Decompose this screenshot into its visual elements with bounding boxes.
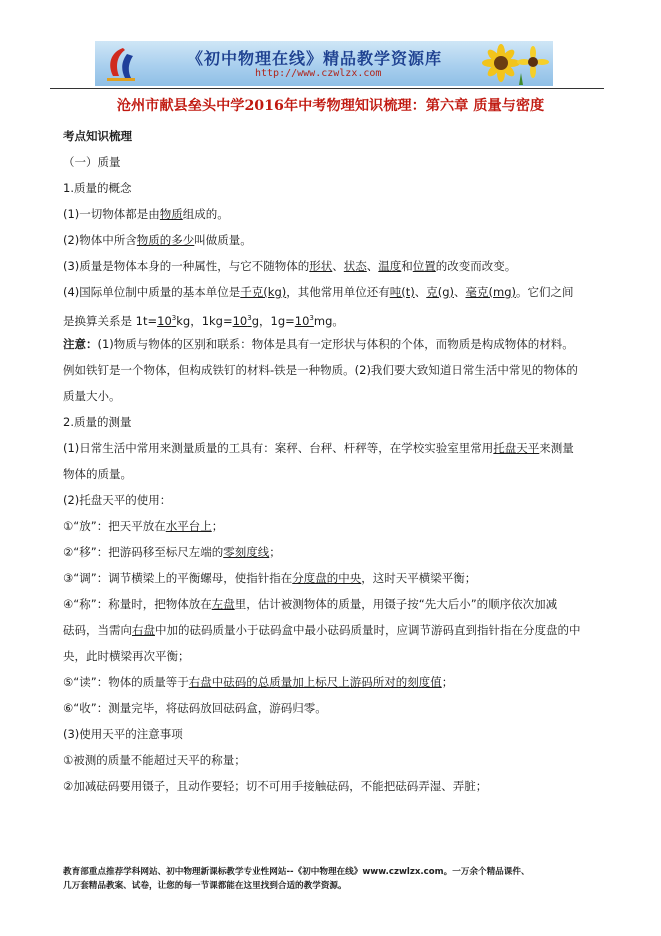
paragraph-line: (2)托盘天平的使用： bbox=[63, 493, 172, 507]
paragraph-line: 物体的质量。 bbox=[63, 467, 132, 481]
paragraph-line: (3)质量是物体本身的一种属性，与它不随物体的形状、状态、温度和位置的改变而改变。 bbox=[63, 259, 517, 273]
note-label: 注意： bbox=[63, 337, 98, 351]
header-rule bbox=[50, 88, 604, 89]
paragraph-line: 例如铁钉是一个物体，但构成铁钉的材料-铁是一种物质。(2)我们要大致知道日常生活中常见的物体的 bbox=[63, 363, 578, 377]
underlined-answer: 分度盘的中央 bbox=[292, 571, 362, 585]
paragraph-line: 1.质量的概念 bbox=[63, 181, 132, 195]
paragraph-line: ①“放”：把天平放在水平台上； bbox=[63, 519, 224, 533]
paragraph-line: 质量大小。 bbox=[63, 389, 121, 403]
paragraph-line: ③“调”：调节横梁上的平衡螺母，使指针指在分度盘的中央，这时天平横梁平衡； bbox=[63, 571, 477, 585]
footer-line: 几万套精品教案、试卷，让您的每一节课都能在这里找到合适的教学资源。 bbox=[63, 881, 347, 891]
underlined-answer: 千克(kg) bbox=[240, 285, 287, 299]
document-title: 沧州市献县垒头中学2016年中考物理知识梳理：第六章 质量与密度 bbox=[116, 98, 545, 114]
underlined-answer: 零刻度线 bbox=[223, 545, 270, 559]
paragraph-line: ④“称”：称量时，把物体放在左盘里，估计被测物体的质量，用镊子按“先大后小”的顺序依次加减 bbox=[63, 597, 558, 611]
paragraph-line: ②加减砝码要用镊子，且动作要轻；切不可用手接触砝码，不能把砝码弄湿、弄脏； bbox=[63, 779, 488, 793]
paragraph-line: 央，此时横梁再次平衡； bbox=[63, 649, 190, 663]
underlined-answer: 毫克(mg) bbox=[465, 285, 516, 299]
section-heading: 考点知识梳理 bbox=[63, 129, 132, 143]
paragraph-line: (4)国际单位制中质量的基本单位是千克(kg)，其他常用单位还有吨(t)、克(g)、毫克(mg)。它们之间 bbox=[63, 285, 574, 299]
underlined-answer: 物质 bbox=[159, 207, 183, 221]
paragraph-line: ⑤“读”：物体的质量等于右盘中砝码的总质量加上标尺上游码所对的刻度值； bbox=[63, 675, 454, 689]
paragraph-line: 注意：(1)物质与物体的区别和联系：物体是具有一定形状与体积的个体，而物质是构成物体的材料。 bbox=[63, 337, 574, 351]
underlined-answer: 状态 bbox=[343, 259, 367, 273]
banner-url: http://www.czwlzx.com bbox=[255, 68, 382, 79]
paragraph-line: ⑥“收”：测量完毕，将砝码放回砝码盒，游码归零。 bbox=[63, 701, 327, 715]
paragraph-line: (2)物体中所含物质的多少叫做质量。 bbox=[63, 233, 252, 247]
underlined-answer: 吨(t) bbox=[389, 285, 415, 299]
site-logo-icon bbox=[101, 44, 141, 84]
underlined-answer: $10^3$ bbox=[232, 313, 252, 328]
paragraph-line: (1)一切物体都是由物质组成的。 bbox=[63, 207, 229, 221]
paragraph-line: (1)日常生活中常用来测量质量的工具有：案秤、台秤、杆秤等，在学校实验室里常用托盘天平来测量 bbox=[63, 441, 574, 455]
underlined-answer: 物质的多少 bbox=[136, 233, 195, 247]
underlined-answer: 左盘 bbox=[211, 597, 235, 611]
underlined-answer: 克(g) bbox=[426, 285, 454, 299]
underlined-answer: 位置 bbox=[412, 259, 436, 273]
paragraph-line: （一）质量 bbox=[63, 155, 121, 169]
paragraph-line: (3)使用天平的注意事项 bbox=[63, 727, 183, 741]
footer-line: 教育部重点推荐学科网站、初中物理新课标教学专业性网站--《初中物理在线》www.czwlzx.com。一万余个精品课件、 bbox=[63, 867, 530, 877]
underlined-answer: $10^3$ bbox=[294, 313, 314, 328]
header-banner bbox=[95, 41, 553, 86]
paragraph-line: 砝码，当需向右盘中加的砝码质量小于砝码盒中最小砝码质量时，应调节游码直到指针指在分度盘的中 bbox=[63, 623, 581, 637]
paragraph-line: 是换算关系是 $1t=10^3kg$，$1kg=10^3g$，$1g=10^3mg$。 bbox=[63, 313, 344, 328]
underlined-answer: 右盘中砝码的总质量加上标尺上游码所对的刻度值 bbox=[188, 675, 442, 689]
underlined-answer: 形状 bbox=[309, 259, 333, 273]
paragraph-line: ②“移”：把游码移至标尺左端的零刻度线； bbox=[63, 545, 281, 559]
sunflower-icon bbox=[479, 43, 549, 85]
banner-title: 《初中物理在线》精品教学资源库 bbox=[187, 49, 443, 68]
paragraph-line: 2.质量的测量 bbox=[63, 415, 132, 429]
underlined-answer: 水平台上 bbox=[165, 519, 212, 533]
underlined-answer: 右盘 bbox=[132, 623, 155, 637]
underlined-answer: 托盘天平 bbox=[493, 441, 540, 455]
underlined-answer: 温度 bbox=[378, 259, 402, 273]
paragraph-line: ①被测的质量不能超过天平的称量； bbox=[63, 753, 246, 767]
underlined-answer: $10^3$ bbox=[157, 313, 177, 328]
